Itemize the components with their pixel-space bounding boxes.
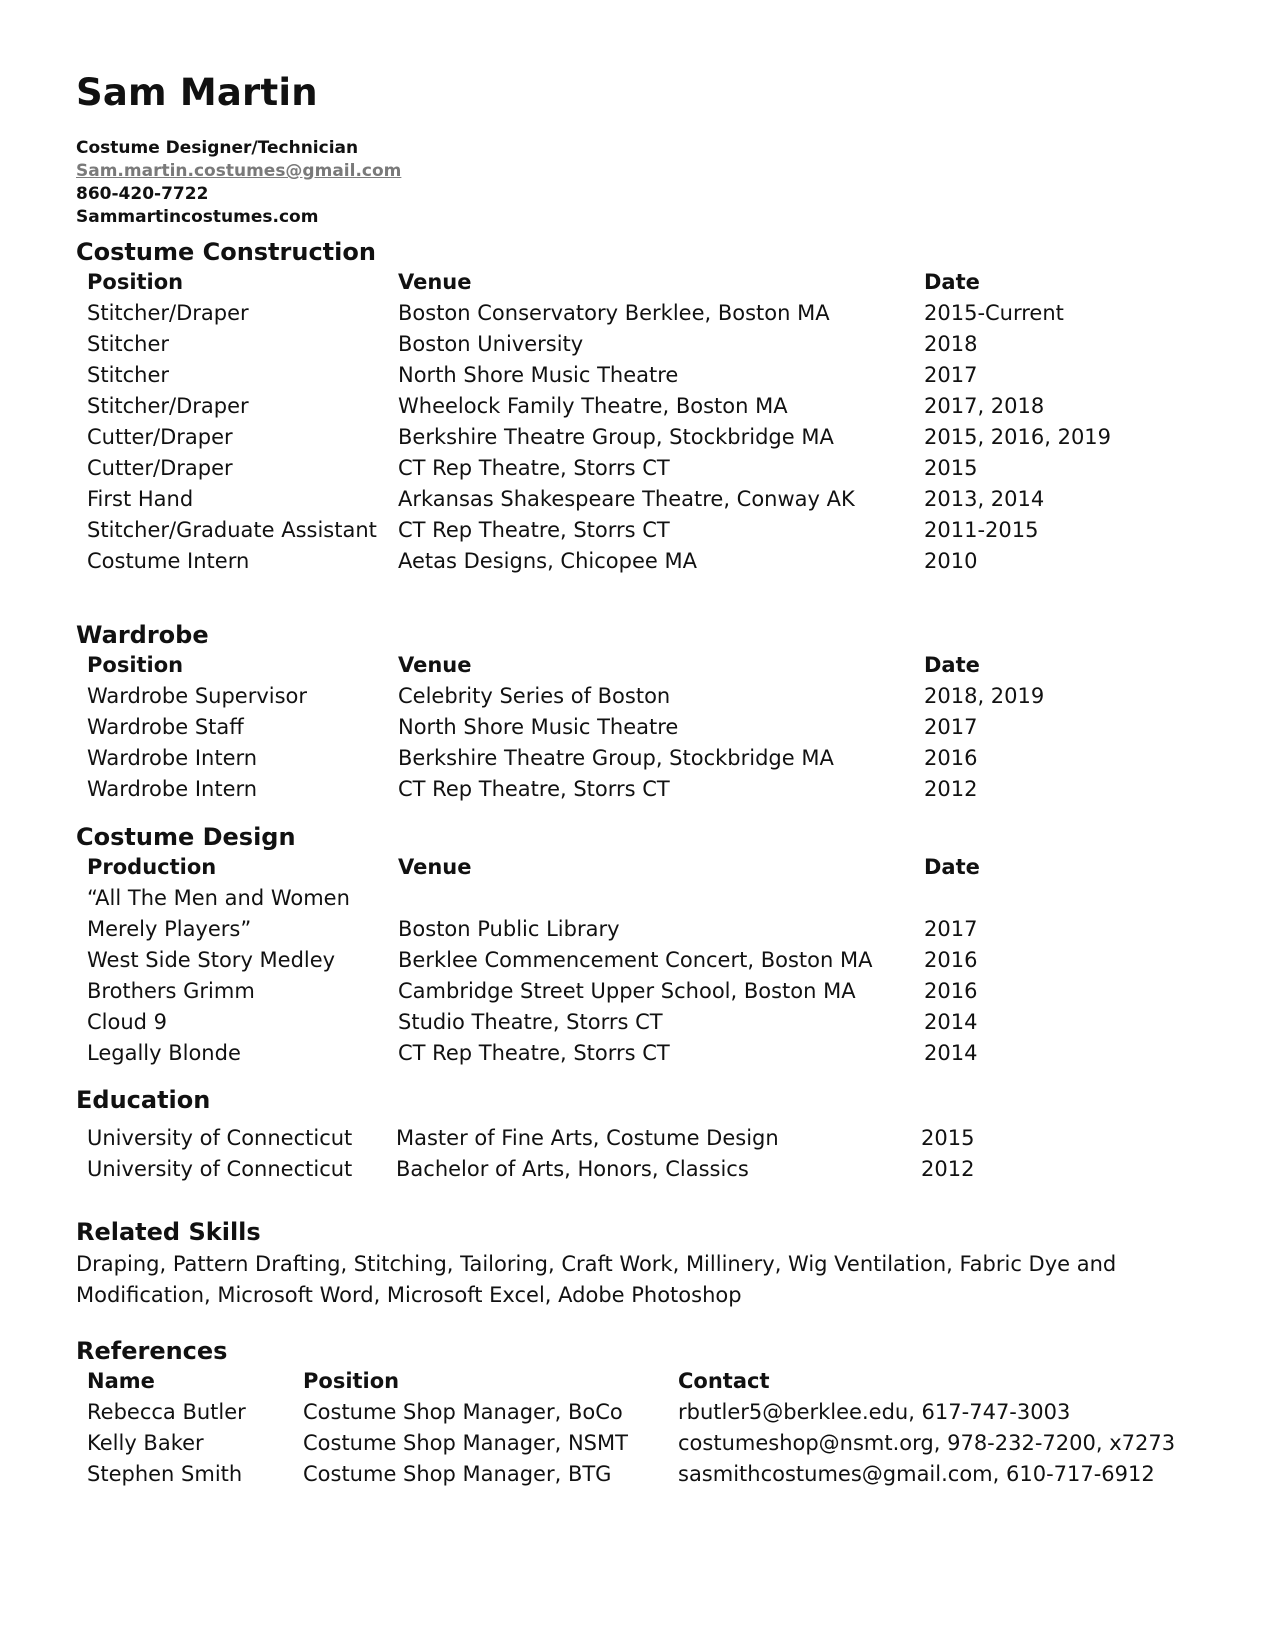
position-cell: Wardrobe Supervisor <box>87 684 308 708</box>
venue-cell: Berklee Commencement Concert, Boston MA <box>398 948 873 972</box>
column-header: Position <box>87 270 184 294</box>
column-header: Contact <box>678 1369 770 1393</box>
venue-cell: CT Rep Theatre, Storrs CT <box>398 518 670 542</box>
construction-table <box>76 267 1196 577</box>
wardrobe-table <box>76 650 1196 805</box>
section-related-skills <box>76 1217 1196 1311</box>
table-row <box>76 681 1196 712</box>
section-education <box>76 1085 1196 1185</box>
position-cell: Wardrobe Intern <box>87 777 258 801</box>
reference-contact: rbutler5@berklee.edu, 617-747-3003 <box>678 1400 1071 1424</box>
position-cell: First Hand <box>87 487 194 511</box>
date-cell: 2012 <box>924 777 978 801</box>
degree-cell: Bachelor of Arts, Honors, Classics <box>396 1157 749 1181</box>
phone-number: 860-420-7722 <box>76 184 209 204</box>
venue-cell: North Shore Music Theatre <box>398 715 679 739</box>
reference-position: Costume Shop Manager, BoCo <box>303 1400 623 1424</box>
section-title: Costume Construction <box>76 238 376 266</box>
venue-cell: CT Rep Theatre, Storrs CT <box>398 777 670 801</box>
venue-cell: Boston University <box>398 332 584 356</box>
table-row <box>76 298 1196 329</box>
column-header: Name <box>87 1369 155 1393</box>
table-header <box>76 650 1196 681</box>
column-header: Date <box>924 653 980 677</box>
position-cell: Stitcher/Draper <box>87 301 249 325</box>
reference-name: Rebecca Butler <box>87 1400 246 1424</box>
table-row <box>76 914 1196 945</box>
table-row <box>76 1428 1196 1459</box>
website: Sammartincostumes.com <box>76 207 319 227</box>
venue-cell: Aetas Designs, Chicopee MA <box>398 549 697 573</box>
production-cell: West Side Story Medley <box>87 948 336 972</box>
date-cell: 2015 <box>921 1126 975 1150</box>
table-row <box>76 774 1196 805</box>
school-cell: University of Connecticut <box>87 1126 353 1150</box>
table-row <box>76 546 1196 577</box>
table-row <box>76 391 1196 422</box>
column-header: Position <box>303 1369 400 1393</box>
table-row <box>76 360 1196 391</box>
table-row <box>76 1007 1196 1038</box>
section-wardrobe <box>76 620 1196 805</box>
column-header: Date <box>924 270 980 294</box>
production-cell: “All The Men and Women <box>87 886 350 910</box>
skills-text <box>76 1249 1196 1311</box>
table-row <box>76 883 1196 914</box>
venue-cell: Boston Public Library <box>398 917 620 941</box>
position-cell: Wardrobe Staff <box>87 715 244 739</box>
venue-cell: Wheelock Family Theatre, Boston MA <box>398 394 788 418</box>
venue-cell: Berkshire Theatre Group, Stockbridge MA <box>398 746 834 770</box>
venue-cell: Berkshire Theatre Group, Stockbridge MA <box>398 425 834 449</box>
position-cell: Stitcher <box>87 332 170 356</box>
section-title: Education <box>76 1086 211 1114</box>
date-cell: 2018, 2019 <box>924 684 1045 708</box>
column-header: Position <box>87 653 184 677</box>
date-cell: 2018 <box>924 332 978 356</box>
section-title: Wardrobe <box>76 621 209 649</box>
reference-contact: sasmithcostumes@gmail.com, 610-717-6912 <box>678 1462 1155 1486</box>
resume-name: Sam Martin <box>76 71 318 114</box>
section-costume-construction <box>76 237 1196 577</box>
column-header: Date <box>924 855 980 879</box>
table-row <box>76 329 1196 360</box>
position-cell: Wardrobe Intern <box>87 746 258 770</box>
date-cell: 2011-2015 <box>924 518 1039 542</box>
date-cell: 2017 <box>924 917 978 941</box>
reference-name: Kelly Baker <box>87 1431 204 1455</box>
production-cell: Cloud 9 <box>87 1010 168 1034</box>
table-row <box>76 1123 1196 1154</box>
school-cell: University of Connecticut <box>87 1157 353 1181</box>
contact-block <box>76 137 401 229</box>
date-cell: 2016 <box>924 948 978 972</box>
date-cell: 2010 <box>924 549 978 573</box>
reference-position: Costume Shop Manager, NSMT <box>303 1431 628 1455</box>
table-row <box>76 484 1196 515</box>
date-cell: 2012 <box>921 1157 975 1181</box>
date-cell: 2017, 2018 <box>924 394 1045 418</box>
table-row <box>76 1038 1196 1069</box>
table-header <box>76 852 1196 883</box>
position-cell: Costume Intern <box>87 549 250 573</box>
table-row <box>76 712 1196 743</box>
table-header <box>76 1366 1196 1397</box>
column-header: Venue <box>398 855 472 879</box>
table-row <box>76 945 1196 976</box>
section-costume-design <box>76 822 1196 1069</box>
venue-cell: CT Rep Theatre, Storrs CT <box>398 456 670 480</box>
education-table <box>76 1123 1196 1185</box>
date-cell: 2015-Current <box>924 301 1064 325</box>
venue-cell: Arkansas Shakespeare Theatre, Conway AK <box>398 487 855 511</box>
reference-position: Costume Shop Manager, BTG <box>303 1462 612 1486</box>
table-row <box>76 743 1196 774</box>
venue-cell: CT Rep Theatre, Storrs CT <box>398 1041 670 1065</box>
venue-cell: Celebrity Series of Boston <box>398 684 671 708</box>
skills-line: Draping, Pattern Drafting, Stitching, Tailoring, Craft Work, Millinery, Wig Ventilation, Fabric Dye and <box>76 1252 1117 1276</box>
email-link[interactable]: Sam.martin.costumes@gmail.com <box>76 161 402 181</box>
date-cell: 2016 <box>924 979 978 1003</box>
date-cell: 2014 <box>924 1041 978 1065</box>
table-row <box>76 1459 1196 1490</box>
date-cell: 2013, 2014 <box>924 487 1045 511</box>
table-row <box>76 515 1196 546</box>
column-header: Production <box>87 855 217 879</box>
column-header: Venue <box>398 270 472 294</box>
venue-cell: Studio Theatre, Storrs CT <box>398 1010 663 1034</box>
table-row <box>76 422 1196 453</box>
reference-contact: costumeshop@nsmt.org, 978-232-7200, x7273 <box>678 1431 1176 1455</box>
references-table <box>76 1366 1196 1490</box>
section-references <box>76 1336 1196 1490</box>
table-row <box>76 976 1196 1007</box>
production-cell: Legally Blonde <box>87 1041 241 1065</box>
position-cell: Stitcher/Draper <box>87 394 249 418</box>
position-cell: Stitcher/Graduate Assistant <box>87 518 377 542</box>
section-title: Related Skills <box>76 1218 261 1246</box>
position-cell: Stitcher <box>87 363 170 387</box>
skills-line: Modification, Microsoft Word, Microsoft Excel, Adobe Photoshop <box>76 1283 742 1307</box>
table-header <box>76 267 1196 298</box>
table-row <box>76 453 1196 484</box>
reference-name: Stephen Smith <box>87 1462 243 1486</box>
section-title: Costume Design <box>76 823 296 851</box>
production-cell: Brothers Grimm <box>87 979 255 1003</box>
date-cell: 2015, 2016, 2019 <box>924 425 1112 449</box>
design-table <box>76 852 1196 1069</box>
venue-cell: Boston Conservatory Berklee, Boston MA <box>398 301 830 325</box>
job-title: Costume Designer/Technician <box>76 138 359 158</box>
table-row <box>76 1154 1196 1185</box>
date-cell: 2017 <box>924 715 978 739</box>
date-cell: 2017 <box>924 363 978 387</box>
date-cell: 2016 <box>924 746 978 770</box>
position-cell: Cutter/Draper <box>87 425 233 449</box>
table-row <box>76 1397 1196 1428</box>
production-cell: Merely Players” <box>87 917 252 941</box>
date-cell: 2015 <box>924 456 978 480</box>
date-cell: 2014 <box>924 1010 978 1034</box>
degree-cell: Master of Fine Arts, Costume Design <box>396 1126 779 1150</box>
section-title: References <box>76 1337 228 1365</box>
column-header: Venue <box>398 653 472 677</box>
venue-cell: Cambridge Street Upper School, Boston MA <box>398 979 856 1003</box>
venue-cell: North Shore Music Theatre <box>398 363 679 387</box>
position-cell: Cutter/Draper <box>87 456 233 480</box>
